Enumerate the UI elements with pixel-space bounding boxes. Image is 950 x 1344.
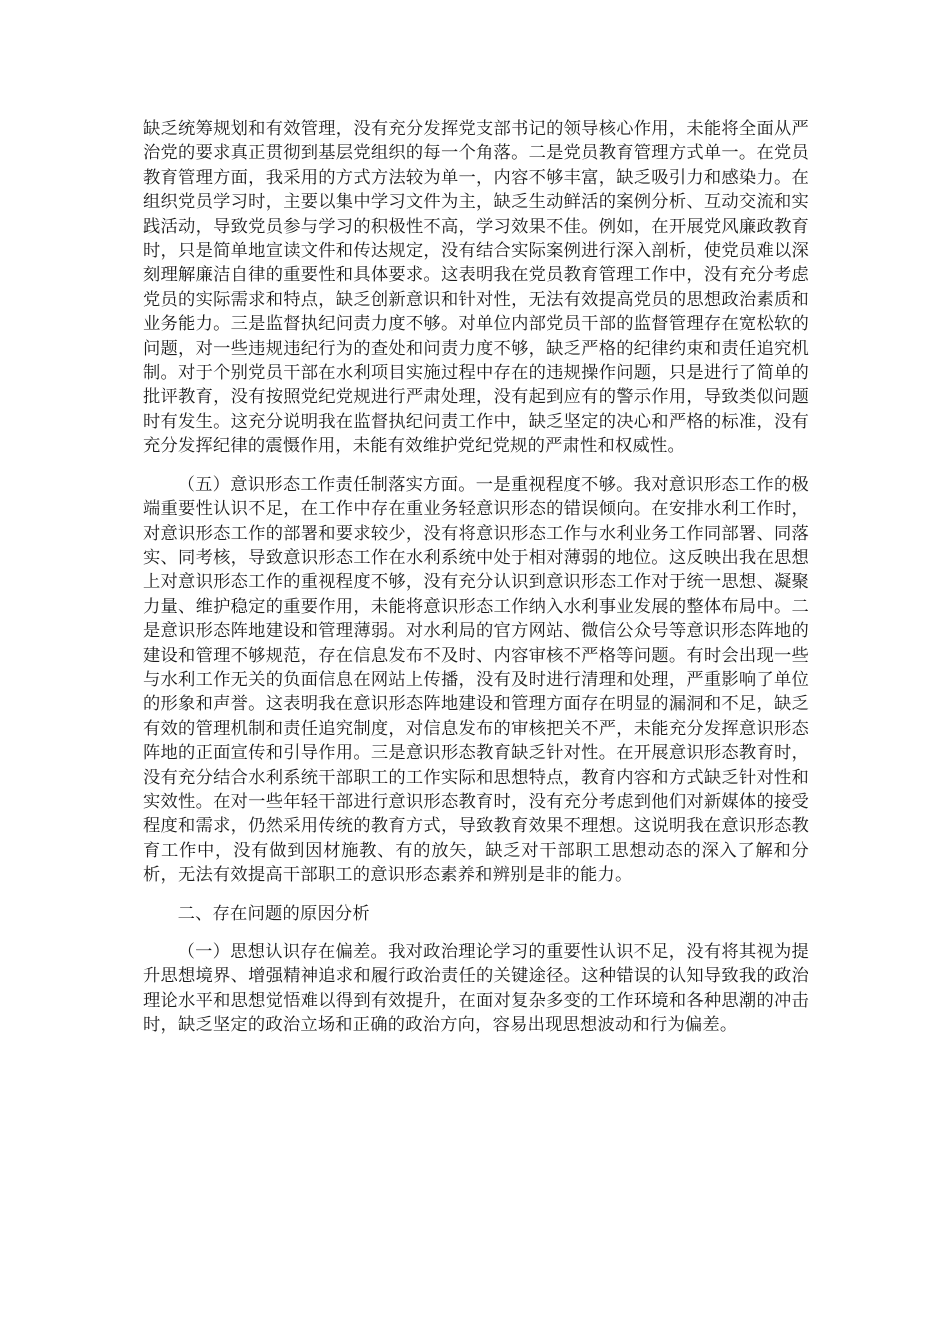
body-paragraph: 缺乏统筹规划和有效管理，没有充分发挥党支部书记的领导核心作用，未能将全面从严治党的要求真正贯彻到基层党组织的每一个角落。二是党员教育管理方式单一。在党员教育管理方面，我采用的方式方法较为单一，内容不够丰富，缺乏吸引力和感染力。在组织党员学习时，主要以集中学习文件为主，缺乏生动鲜活的案例分析、互动交流和实践活动，导致党员参与学习的积极性不高，学习效果不佳。例如，在开展党风廉政教育时，只是简单地宣读文件和传达规定，没有结合实际案例进行深入剖析，使党员难以深刻理解廉洁自律的重要性和具体要求。这表明我在党员教育管理工作中，没有充分考虑党员的实际需求和特点，缺乏创新意识和针对性，无法有效提高党员的思想政治素质和业务能力。三是监督执纪问责力度不够。对单位内部党员干部的监督管理存在宽松软的问题，对一些违规违纪行为的查处和问责力度不够，缺乏严格的纪律约束和责任追究机制。对于个别党员干部在水利项目实施过程中存在的违规操作问题，只是进行了简单的批评教育，没有按照党纪党规进行严肃处理，没有起到应有的警示作用，导致类似问题时有发生。这充分说明我在监督执纪问责工作中，缺乏坚定的决心和严格的标准，没有充分发挥纪律的震慑作用，未能有效维护党纪党规的严肃性和权威性。 <box>143 119 809 457</box>
body-paragraph: （五）意识形态工作责任制落实方面。一是重视程度不够。我对意识形态工作的极端重要性认识不足，在工作中存在重业务轻意识形态的错误倾向。在安排水利工作时，对意识形态工作的部署和要求较少，没有将意识形态工作与水利业务工作同部署、同落实、同考核，导致意识形态工作在水利系统中处于相对薄弱的地位。这反映出我在思想上对意识形态工作的重视程度不够，没有充分认识到意识形态工作对于统一思想、凝聚力量、维护稳定的重要作用，未能将意识形态工作纳入水利事业发展的整体布局中。二是意识形态阵地建设和管理薄弱。对水利局的官方网站、微信公众号等意识形态阵地的建设和管理不够规范，存在信息发布不及时、内容审核不严格等问题。有时会出现一些与水利工作无关的负面信息在网站上传播，没有及时进行清理和处理，严重影响了单位的形象和声誉。这表明我在意识形态阵地建设和管理方面存在明显的漏洞和不足，缺乏有效的管理机制和责任追究制度，对信息发布的审核把关不严，未能充分发挥意识形态阵地的正面宣传和引导作用。三是意识形态教育缺乏针对性。在开展意识形态教育时，没有充分结合水利系统干部职工的工作实际和思想特点，教育内容和方式缺乏针对性和实效性。在对一些年轻干部进行意识形态教育时，没有充分考虑到他们对新媒体的接受程度和需求，仍然采用传统的教育方式，导致教育效果不理想。这说明我在意识形态教育工作中，没有做到因材施教、有的放矢，缺乏对干部职工思想动态的深入了解和分析，无法有效提高干部职工的意识形态素养和辨别是非的能力。 <box>143 474 809 886</box>
document-page <box>143 117 809 1038</box>
section-heading: 二、存在问题的原因分析 <box>177 903 370 924</box>
body-paragraph: （一）思想认识存在偏差。我对政治理论学习的重要性认识不足，没有将其视为提升思想境界、增强精神追求和履行政治责任的关键途径。这种错误的认知导致我的政治理论水平和思想觉悟难以得到有效提升，在面对复杂多变的工作环境和各种思潮的冲击时，缺乏坚定的政治立场和正确的政治方向，容易出现思想波动和行为偏差。 <box>143 942 809 1036</box>
